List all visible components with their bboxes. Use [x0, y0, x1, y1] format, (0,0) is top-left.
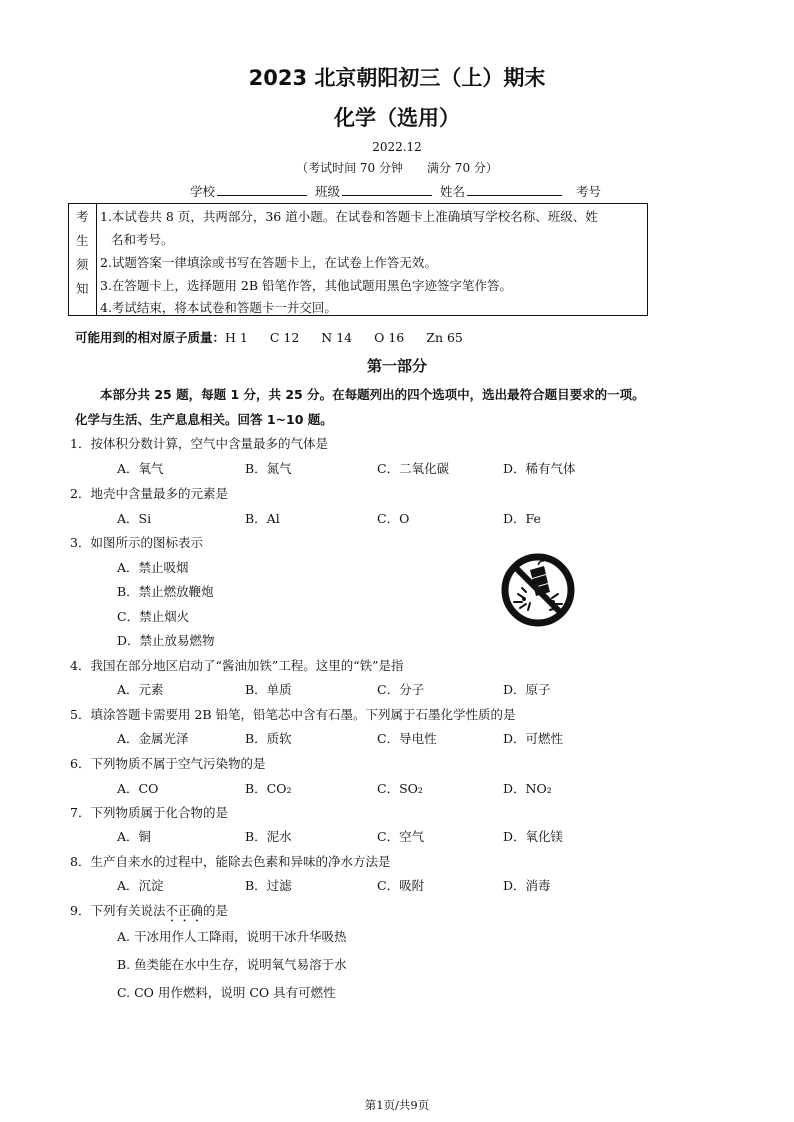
notice-side-char: 知 — [76, 281, 89, 296]
option: D．消毒 — [503, 878, 551, 893]
option: C．吸附 — [377, 878, 425, 893]
stem-text: 的是 — [202, 903, 228, 918]
option: B．禁止燃放鞭炮 — [117, 584, 214, 599]
option: B．泥水 — [245, 829, 292, 844]
option: D．原子 — [503, 682, 551, 697]
notice-side-label — [69, 204, 97, 315]
option: D．Fe — [503, 511, 541, 526]
atomic-mass-item: O 16 — [374, 330, 405, 345]
option: A．CO — [117, 781, 159, 796]
option: C．SO₂ — [377, 781, 423, 796]
notice-rule: 2.试题答案一律填涂或书写在答题卡上，在试卷上作答无效。 — [100, 255, 437, 270]
question-stem: 2．地壳中含量最多的元素是 — [70, 486, 228, 501]
option: B．过滤 — [245, 878, 292, 893]
atomic-masses — [75, 328, 463, 346]
notice-rule: 1.本试卷共 8 页，共两部分，36 道小题。在试卷和答题卡上准确填写学校名称、班级、姓 — [100, 209, 598, 224]
exam-number-label: 考号 — [576, 184, 602, 199]
option: A．禁止吸烟 — [117, 560, 189, 575]
question-stem: 7．下列物质属于化合物的是 — [70, 805, 228, 820]
section-intro: 化学与生活、生产息息相关。回答 1~10 题。 — [75, 412, 333, 427]
option: B．质软 — [245, 731, 292, 746]
option: B．CO₂ — [245, 781, 292, 796]
notice-side-char: 须 — [76, 257, 89, 272]
option: C．空气 — [377, 829, 425, 844]
option: C．二氧化碳 — [377, 461, 450, 476]
option: D．NO₂ — [503, 781, 552, 796]
school-blank[interactable] — [217, 183, 307, 196]
question-stem: 6．下列物质不属于空气污染物的是 — [70, 756, 266, 771]
examinee-notice-box — [68, 203, 648, 316]
question-stem — [70, 901, 228, 925]
no-fireworks-sign-icon — [500, 552, 576, 628]
option: C. CO 用作燃料，说明 CO 具有可燃性 — [117, 985, 336, 1000]
notice-rule: 名和考号。 — [111, 232, 174, 247]
school-label: 学校 — [190, 184, 216, 199]
option: A．元素 — [117, 682, 164, 697]
exam-info: （考试时间 70 分钟 满分 70 分） — [296, 161, 498, 175]
atomic-mass-item: N 14 — [321, 330, 353, 345]
option: D．稀有气体 — [503, 461, 576, 476]
atomic-mass-item: C 12 — [269, 330, 300, 345]
option: B．单质 — [245, 682, 292, 697]
name-blank[interactable] — [467, 183, 562, 196]
question-stem: 5．填涂答题卡需要用 2B 铅笔，铅笔芯中含有石墨。下列属于石墨化学性质的是 — [70, 707, 516, 722]
question-stem: 8．生产自来水的过程中，能除去色素和异味的净水方法是 — [70, 854, 391, 869]
class-blank[interactable] — [342, 183, 432, 196]
option: C．分子 — [377, 682, 425, 697]
student-info-fields — [190, 182, 601, 200]
option: B．Al — [245, 511, 280, 526]
notice-rule: 4.考试结束，将本试卷和答题卡一并交回。 — [100, 300, 337, 315]
part-title: 第一部分 — [366, 357, 427, 375]
question-stem: 4．我国在部分地区启动了“酱油加铁”工程。这里的“铁”是指 — [70, 658, 404, 673]
option: D．禁止放易燃物 — [117, 633, 215, 648]
option: C．导电性 — [377, 731, 437, 746]
exam-date: 2022.12 — [372, 140, 422, 154]
part-instruction: 本部分共 25 题，每题 1 分，共 25 分。在每题列出的四个选项中，选出最符合题目要求的一项。 — [100, 387, 645, 402]
option: A．氧气 — [117, 461, 164, 476]
option: C．禁止烟火 — [117, 609, 190, 624]
atomic-mass-item: Zn 65 — [426, 330, 463, 345]
page-title: 2023 北京朝阳初三（上）期末 — [248, 66, 546, 90]
atomic-mass-item: H 1 — [225, 330, 248, 345]
atomic-masses-label: 可能用到的相对原子质量： — [75, 330, 226, 345]
option: B. 鱼类能在水中生存，说明氧气易溶于水 — [117, 957, 347, 972]
option: A．金属光泽 — [117, 731, 189, 746]
name-label: 姓名 — [440, 184, 466, 199]
option: A．沉淀 — [117, 878, 164, 893]
option: A．铜 — [117, 829, 152, 844]
option: D．氧化镁 — [503, 829, 564, 844]
emphasized-text: 不正确 — [165, 903, 203, 918]
page-number: 第1页/共9页 — [364, 1098, 430, 1112]
option: C．O — [377, 511, 410, 526]
class-label: 班级 — [315, 184, 341, 199]
notice-rule: 3.在答题卡上，选择题用 2B 铅笔作答，其他试题用黑色字迹签字笔作答。 — [100, 278, 513, 293]
option: A. 干冰用作人工降雨，说明干冰升华吸热 — [117, 929, 347, 944]
stem-text: 9．下列有关说法 — [70, 903, 166, 918]
notice-side-char: 考 — [76, 209, 89, 224]
option: A．Si — [117, 511, 152, 526]
notice-side-char: 生 — [76, 233, 89, 248]
subject-title: 化学（选用） — [334, 106, 460, 130]
option: B．氮气 — [245, 461, 292, 476]
question-stem: 3．如图所示的图标表示 — [70, 535, 203, 550]
option: D．可燃性 — [503, 731, 564, 746]
question-stem: 1．按体积分数计算，空气中含量最多的气体是 — [70, 436, 328, 451]
